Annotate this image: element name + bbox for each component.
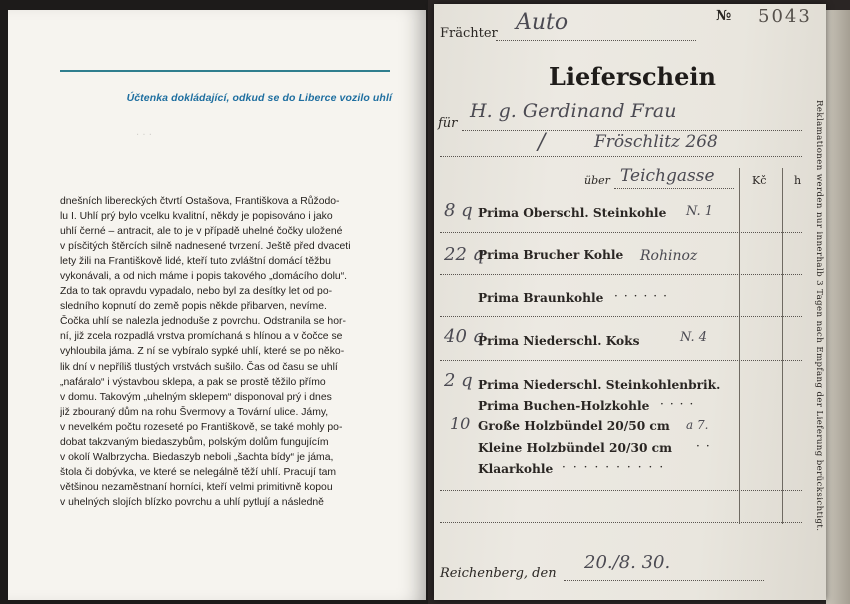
- fracht-handwriting: Auto: [516, 10, 569, 35]
- text-line: vykonávali, a od nich máme i popis takového „domácího dolu“.: [60, 271, 348, 283]
- item-note: Rohinoz: [640, 248, 698, 264]
- column-kc: Kč: [752, 174, 767, 187]
- text-line: v okolí Walbrzycha. Biedaszyb neboli „šachta bídy“ je jáma,: [60, 451, 334, 463]
- item-qty: 40 q: [444, 326, 485, 347]
- item-leader: ··: [696, 439, 716, 453]
- item-label: Prima Braunkohle: [478, 291, 604, 305]
- fracht-label: Frächter: [440, 26, 498, 41]
- right-page-photo: [428, 0, 850, 604]
- item-dots: [440, 274, 802, 275]
- text-line: dobat takzvaným biedaszybům, polským dolům fungujícím: [60, 436, 329, 448]
- item-label: Prima Brucher Kohle: [478, 248, 624, 262]
- slip-title: Lieferschein: [549, 62, 716, 91]
- date-handwriting: 20./8. 30.: [584, 552, 671, 573]
- item-leader: ······: [614, 289, 673, 303]
- text-line: již zbouraný dům na rohu Švermovy a Tovární ulice. Jámy,: [60, 406, 329, 418]
- figure-caption: Účtenka dokládající, odkud se do Liberce vozilo uhlí: [126, 92, 392, 104]
- item-label: Prima Niederschl. Steinkohlenbrik.: [478, 378, 721, 392]
- date-dots: [564, 580, 764, 581]
- text-line: „nafáralo“ i výstavbou sklepa, a pak se prostě těžilo přímo: [60, 376, 326, 388]
- item-qty: 10: [450, 414, 471, 433]
- item-label: Klaarkohle: [478, 462, 554, 476]
- address-mark: /: [538, 130, 546, 155]
- uber-label: über: [584, 174, 610, 187]
- body-text: [60, 194, 398, 510]
- item-dots: [440, 232, 802, 233]
- text-line: v domu. Takovým „uhelným sklepem“ disponoval prý i dnes: [60, 391, 332, 403]
- item-qty: 8 q: [444, 200, 473, 221]
- caption-rule: [60, 70, 390, 72]
- fur-label: für: [438, 116, 458, 131]
- text-line: v písčitých štěrcích silně nadnesené tvrzení. Ještě před dvaceti: [60, 241, 351, 253]
- faint-mark: · · ·: [136, 130, 152, 141]
- text-line: lu I. Uhlí prý bylo vcelku kvalitní, někdy je popisováno i jako: [60, 211, 333, 223]
- column-h: h: [794, 174, 802, 187]
- uber-dots: [614, 188, 734, 189]
- text-line: dnešních libereckých čtvrtí Ostašova, Františkova a Růžodo-: [60, 196, 340, 207]
- column-divider: [739, 168, 740, 524]
- text-line: v uhelných slojích blízko povrchu a uhlí pytlují a následně: [60, 496, 324, 508]
- text-line: Zda to tak opravdu vypadalo, nebo byl za desítky let od po-: [60, 286, 333, 298]
- item-qty: 2 q: [444, 370, 473, 391]
- number-prefix: №: [716, 8, 732, 24]
- item-label: Prima Oberschl. Steinkohle: [478, 206, 667, 220]
- item-label: Kleine Holzbündel 20/30 cm: [478, 441, 672, 455]
- left-page: [8, 10, 426, 600]
- fur-dots: [462, 130, 802, 131]
- recipient-handwriting: H. g. Gerdinand Frau: [470, 100, 677, 122]
- text-line: v nevelkém počtu rozeseté po Františkově, se také mohly po-: [60, 421, 343, 433]
- blank-dots: [440, 490, 802, 491]
- item-label: Prima Buchen-Holzkohle: [478, 399, 650, 413]
- item-dots: [440, 360, 802, 361]
- item-label: Große Holzbündel 20/50 cm: [478, 419, 670, 433]
- slip-number: 5043: [758, 6, 812, 27]
- item-leader: ····: [660, 397, 700, 411]
- reclamation-note: Reklamationen werden nur innerhalb 3 Tagen nach Empfang der Lieferung berücksichtigt.: [814, 100, 824, 532]
- text-line: štola či dobývka, ve které se nelegálně těží uhlí. Pracují tam: [60, 466, 337, 478]
- text-line: lik dní v nepříliš tlustých vrstvách sušilo. Čas od času se uhlí: [60, 361, 338, 373]
- item-qty: 22 q: [444, 244, 485, 265]
- text-line: uhlí černé – antracit, ale to je v případě uhelné čočky uložené: [60, 226, 343, 238]
- text-line: vyhloubila jáma. Z ní se vybíralo sypké uhlí, které se po něko-: [60, 346, 345, 358]
- text-line: sledního kopnutí do země popis někde přibarven, nevíme.: [60, 301, 327, 313]
- item-leader: ··········: [562, 460, 671, 474]
- item-label: Prima Niederschl. Koks: [478, 334, 640, 348]
- item-dots: [440, 316, 802, 317]
- item-note: a 7.: [686, 418, 709, 432]
- item-note: N. 4: [680, 330, 708, 345]
- place-label: Reichenberg, den: [440, 566, 557, 581]
- uber-handwriting: Teichgasse: [620, 166, 715, 186]
- delivery-slip: [434, 4, 826, 600]
- column-divider: [782, 168, 783, 524]
- text-line: většinou nezaměstnaní horníci, kteří velmi primitivně kopou: [60, 481, 333, 493]
- item-note: N. 1: [686, 204, 714, 219]
- slip-stack-edge: [826, 10, 850, 604]
- address-handwriting: Fröschlitz 268: [594, 132, 718, 152]
- text-line: Čočka uhlí se nalezla jednoduše z povrchu. Odstranila se hor-: [60, 316, 346, 328]
- fracht-dots: [496, 40, 696, 41]
- text-line: lety žili na Františkově lidé, kteří tuto zvláštní domácí těžbu: [60, 256, 331, 268]
- blank-dots: [440, 522, 802, 523]
- text-line: ní, již zcela rozpadlá vrstva promíchaná s hlínou a v čočce se: [60, 331, 343, 343]
- address-dots: [440, 156, 802, 157]
